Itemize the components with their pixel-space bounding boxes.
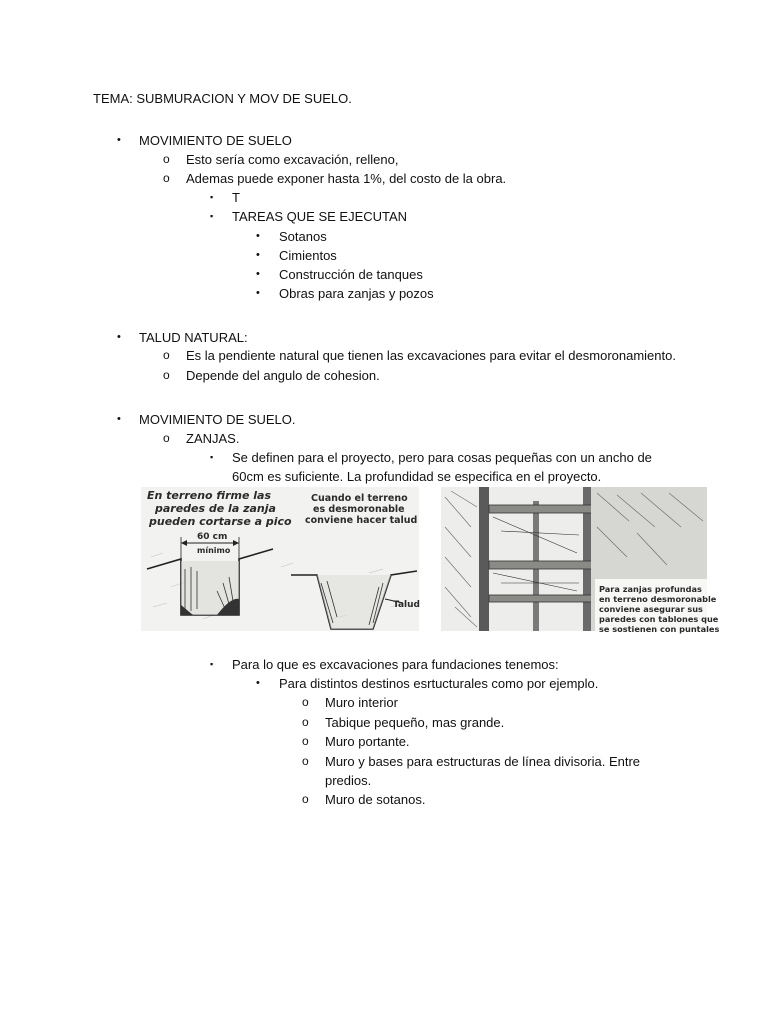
list-item: Cimientos — [279, 248, 337, 263]
trench-illustration-left — [141, 487, 419, 631]
caption-right-line-2: en terreno desmoronable — [599, 594, 717, 604]
caption-a-line-2: paredes de la zanja — [155, 502, 276, 515]
bullet-marker: • — [117, 331, 121, 343]
circle-marker: o — [163, 171, 170, 185]
bullet-marker: • — [256, 287, 260, 299]
list-item-continuation: predios. — [325, 773, 372, 788]
list-item: Para distintos destinos esrtucturales como por ejemplo. — [279, 676, 599, 691]
section-heading-movimiento: MOVIMIENTO DE SUELO — [139, 133, 292, 148]
circle-marker: o — [302, 695, 309, 709]
caption-b-line-1: Cuando el terreno — [311, 493, 408, 504]
list-item: Muro interior — [325, 695, 398, 710]
caption-right-line-3: conviene asegurar sus — [599, 604, 703, 614]
list-item: Tabique pequeño, mas grande. — [325, 715, 505, 730]
circle-marker: o — [163, 348, 170, 362]
caption-b-line-3: conviene hacer talud — [305, 515, 418, 526]
bullet-marker: • — [256, 268, 260, 280]
list-item: Para lo que es excavaciones para fundaciones tenemos: — [232, 657, 559, 672]
caption-right-line-1: Para zanjas profundas — [599, 584, 702, 594]
circle-marker: o — [163, 152, 170, 166]
square-marker: ▪ — [210, 659, 214, 669]
circle-marker: o — [163, 368, 170, 382]
caption-right-line-4: paredes con tablones que — [599, 614, 719, 624]
list-item: ZANJAS. — [186, 431, 240, 446]
list-item: Esto sería como excavación, relleno, — [186, 152, 399, 167]
bullet-marker: • — [256, 230, 260, 242]
list-item: T — [232, 190, 240, 205]
trench-illustration-right — [441, 487, 720, 634]
dimension-label: 60 cm — [197, 532, 228, 542]
bullet-marker: • — [256, 249, 260, 261]
list-item: Construcción de tanques — [279, 267, 423, 282]
section-heading-talud: TALUD NATURAL: — [139, 330, 248, 345]
square-marker: ▪ — [210, 452, 214, 462]
list-item: TAREAS QUE SE EJECUTAN — [232, 209, 408, 224]
square-marker: ▪ — [210, 211, 214, 221]
bullet-marker: • — [256, 677, 260, 689]
caption-right-line-5: se sostienen con puntales — [599, 624, 720, 634]
list-item: Se definen para el proyecto, pero para cosas pequeñas con un ancho de — [232, 450, 652, 465]
circle-marker: o — [302, 754, 309, 768]
square-marker: ▪ — [210, 192, 214, 202]
list-item: Muro y bases para estructuras de línea divisoria. Entre — [325, 754, 641, 769]
circle-marker: o — [302, 734, 309, 748]
list-item: Obras para zanjas y pozos — [279, 286, 434, 301]
list-item: Muro de sotanos. — [325, 792, 426, 807]
section-heading-movimiento-2: MOVIMIENTO DE SUELO. — [139, 412, 296, 427]
list-item: Es la pendiente natural que tienen las excavaciones para evitar el desmoronamiento. — [186, 348, 676, 363]
list-item: Depende del angulo de cohesion. — [186, 368, 380, 383]
caption-b-line-2: es desmoronable — [313, 504, 405, 515]
caption-a-line-1: En terreno firme las — [147, 489, 271, 502]
caption-a-line-3: pueden cortarse a pico — [149, 515, 292, 528]
circle-marker: o — [302, 792, 309, 806]
list-item: Sotanos — [279, 229, 327, 244]
dimension-sublabel: mínimo — [197, 546, 231, 555]
list-item: Ademas puede exponer hasta 1%, del costo de la obra. — [186, 171, 507, 186]
document-title: TEMA: SUBMURACION Y MOV DE SUELO. — [93, 91, 352, 106]
list-item: Muro portante. — [325, 734, 410, 749]
circle-marker: o — [302, 715, 309, 729]
talud-label: Talud — [393, 600, 420, 610]
bullet-marker: • — [117, 413, 121, 425]
circle-marker: o — [163, 431, 170, 445]
bullet-marker: • — [117, 134, 121, 146]
list-item-continuation: 60cm es suficiente. La profundidad se especifica en el proyecto. — [232, 469, 602, 484]
